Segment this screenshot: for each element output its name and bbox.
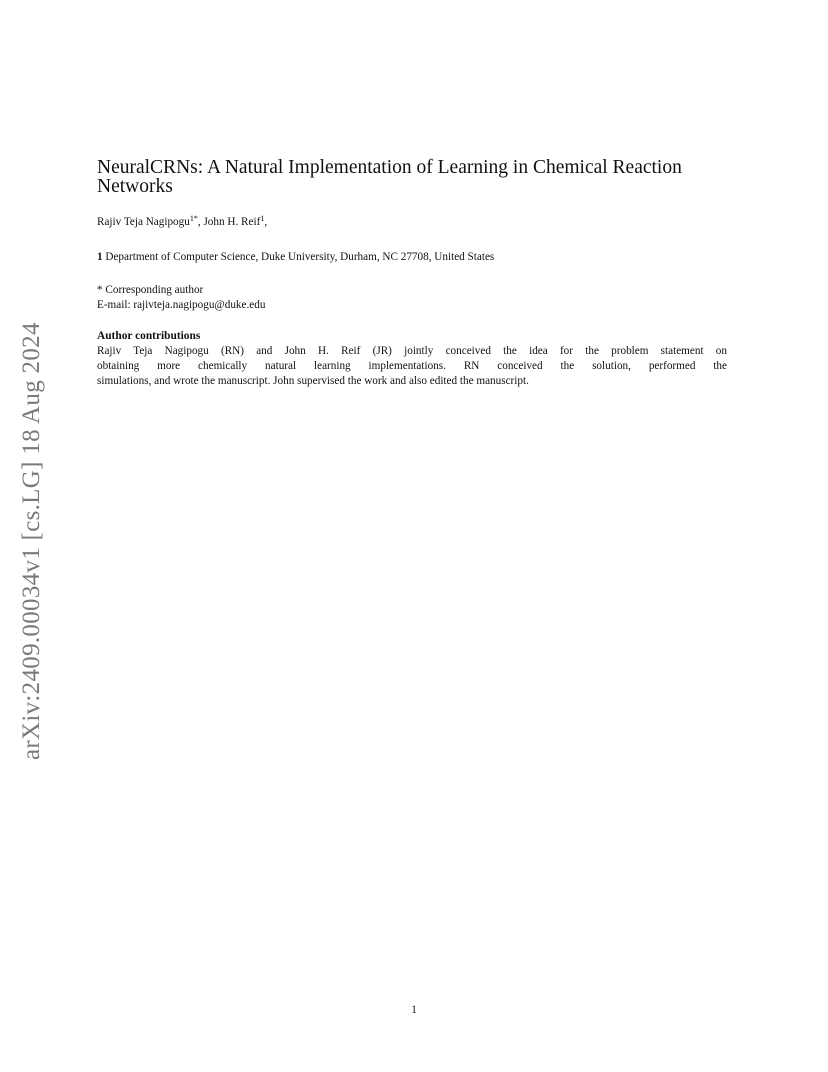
- author-name: John H. Reif: [203, 216, 261, 228]
- affiliation: [97, 250, 737, 264]
- author-affiliation-mark: 1*: [189, 214, 198, 223]
- author-affiliation-mark: 1: [260, 214, 265, 223]
- correspondence-block: [97, 283, 737, 313]
- corresponding-email[interactable]: E-mail: rajivteja.nagipogu@duke.edu: [97, 299, 266, 311]
- affiliation-number: 1: [97, 251, 103, 263]
- contributions-line: obtaining more chemically natural learning implementations. RN conceived the solution, performed the: [97, 360, 727, 372]
- contributions-line: simulations, and wrote the manuscript. John supervised the work and also edited the manuscript.: [97, 375, 529, 387]
- paper-title: [97, 158, 737, 196]
- arxiv-identifier-stamp[interactable]: arXiv:2409.00034v1 [cs.LG] 18 Aug 2024: [18, 322, 45, 760]
- author-list: [97, 215, 737, 229]
- page-number: 1: [411, 1004, 417, 1016]
- title-line-2: Networks: [97, 176, 173, 197]
- author-trailing: ,: [264, 216, 268, 228]
- contributions-line: Rajiv Teja Nagipogu (RN) and John H. Reif (JR) jointly conceived the idea for the problem statement on: [97, 345, 727, 357]
- author-separator: ,: [197, 216, 204, 228]
- author-name: Rajiv Teja Nagipogu: [97, 216, 190, 228]
- affiliation-text: Department of Computer Science, Duke University, Durham, NC 27708, United States: [102, 251, 495, 263]
- contributions-paragraph: [97, 344, 727, 389]
- title-line-1: NeuralCRNs: A Natural Implementation of Learning in Chemical Reaction: [97, 157, 682, 178]
- corresponding-author-label: * Corresponding author: [97, 284, 204, 296]
- front-matter: [97, 158, 737, 389]
- contributions-heading: Author contributions: [97, 330, 201, 342]
